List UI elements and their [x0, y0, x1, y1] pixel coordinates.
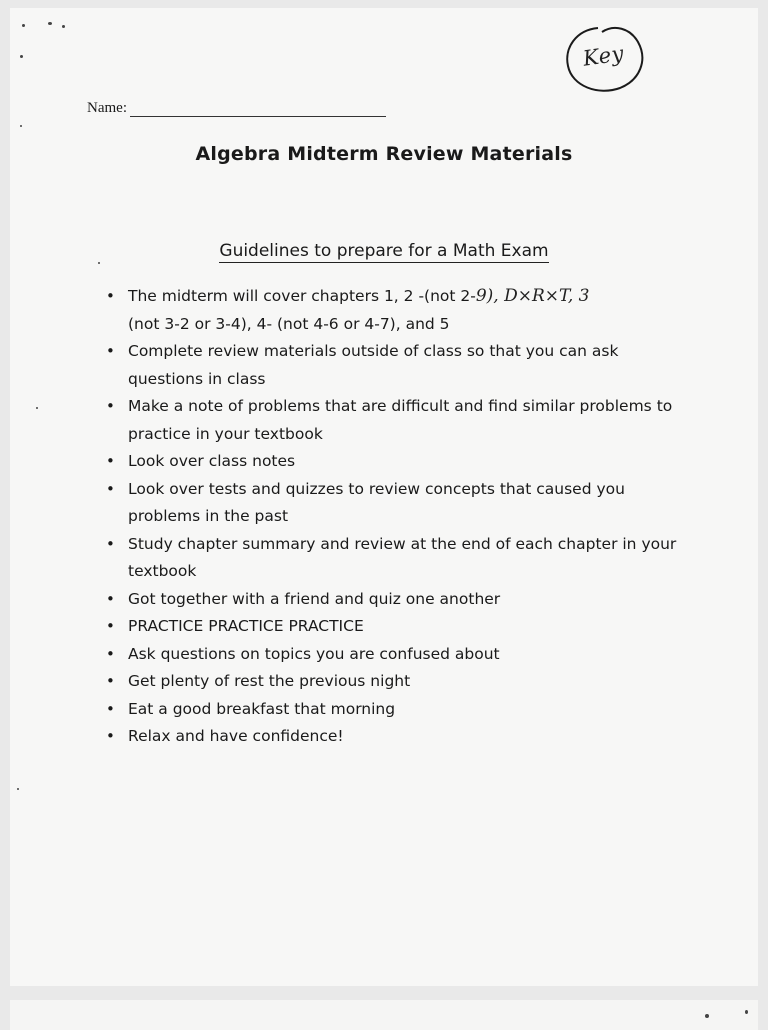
guideline-item — [104, 586, 684, 614]
guideline-text: The midterm will cover chapters 1, 2 -(not 2- — [128, 287, 476, 305]
scan-speck — [62, 25, 65, 28]
bullet-icon: • — [106, 699, 115, 718]
bullet-icon: • — [106, 534, 115, 553]
guideline-item — [104, 723, 684, 751]
guideline-text: Complete review materials outside of class so that you can ask questions in class — [128, 342, 619, 388]
name-label: Name: — [87, 100, 127, 116]
scan-speck — [17, 788, 19, 790]
bullet-icon: • — [106, 287, 115, 305]
scan-speck — [98, 262, 100, 264]
guideline-text: Ask questions on topics you are confused about — [128, 644, 500, 663]
guideline-text: Look over class notes — [128, 452, 296, 470]
guideline-item — [104, 641, 684, 669]
name-blank-line — [130, 102, 386, 117]
scan-speck — [20, 125, 22, 127]
bullet-icon: • — [106, 479, 115, 498]
bullet-icon: • — [106, 617, 115, 635]
name-field — [87, 100, 386, 117]
guideline-text: Make a note of problems that are difficult and find similar problems to practice in your textbook — [128, 397, 673, 443]
guidelines-list — [104, 283, 684, 751]
guideline-item — [104, 338, 684, 393]
guideline-text-continued: (not 3-2 or 3-4), 4- (not 4-6 or 4-7), and 5 — [128, 314, 450, 333]
guideline-item — [104, 668, 684, 696]
scan-speck — [745, 1010, 748, 1014]
scan-speck — [705, 1014, 709, 1018]
guideline-item — [104, 448, 684, 476]
next-page-edge — [10, 1000, 758, 1030]
guideline-item — [104, 696, 684, 724]
section-heading-text: Guidelines to prepare for a Math Exam — [219, 241, 549, 261]
bullet-icon: • — [106, 342, 115, 360]
guideline-item — [104, 531, 684, 586]
bullet-icon: • — [106, 452, 115, 470]
guideline-text: PRACTICE PRACTICE PRACTICE — [128, 617, 364, 635]
guideline-text: Relax and have confidence! — [128, 727, 344, 745]
scan-speck — [22, 24, 25, 27]
guideline-item — [104, 476, 684, 531]
guideline-item — [104, 283, 684, 338]
scan-speck — [36, 407, 38, 409]
guideline-text: Look over tests and quizzes to review concepts that caused you problems in the past — [128, 479, 625, 525]
guideline-text: Get plenty of rest the previous night — [128, 672, 411, 690]
scan-speck — [20, 55, 23, 58]
section-heading — [0, 241, 768, 261]
guideline-item — [104, 393, 684, 448]
key-annotation: Key — [581, 41, 626, 71]
bullet-icon: • — [106, 589, 115, 608]
guideline-text: Study chapter summary and review at the end of each chapter in your textbook — [128, 534, 677, 580]
handwritten-note: 9), D×R×T, 3 — [475, 286, 590, 306]
guideline-item — [104, 613, 684, 641]
guideline-text: Got together with a friend and quiz one another — [128, 589, 501, 608]
page-title: Algebra Midterm Review Materials — [195, 143, 573, 165]
bullet-icon: • — [106, 397, 115, 415]
guideline-text: Eat a good breakfast that morning — [128, 699, 396, 718]
bullet-icon: • — [106, 644, 115, 663]
scan-speck — [48, 22, 52, 25]
bullet-icon: • — [106, 672, 115, 690]
bullet-icon: • — [106, 727, 115, 745]
